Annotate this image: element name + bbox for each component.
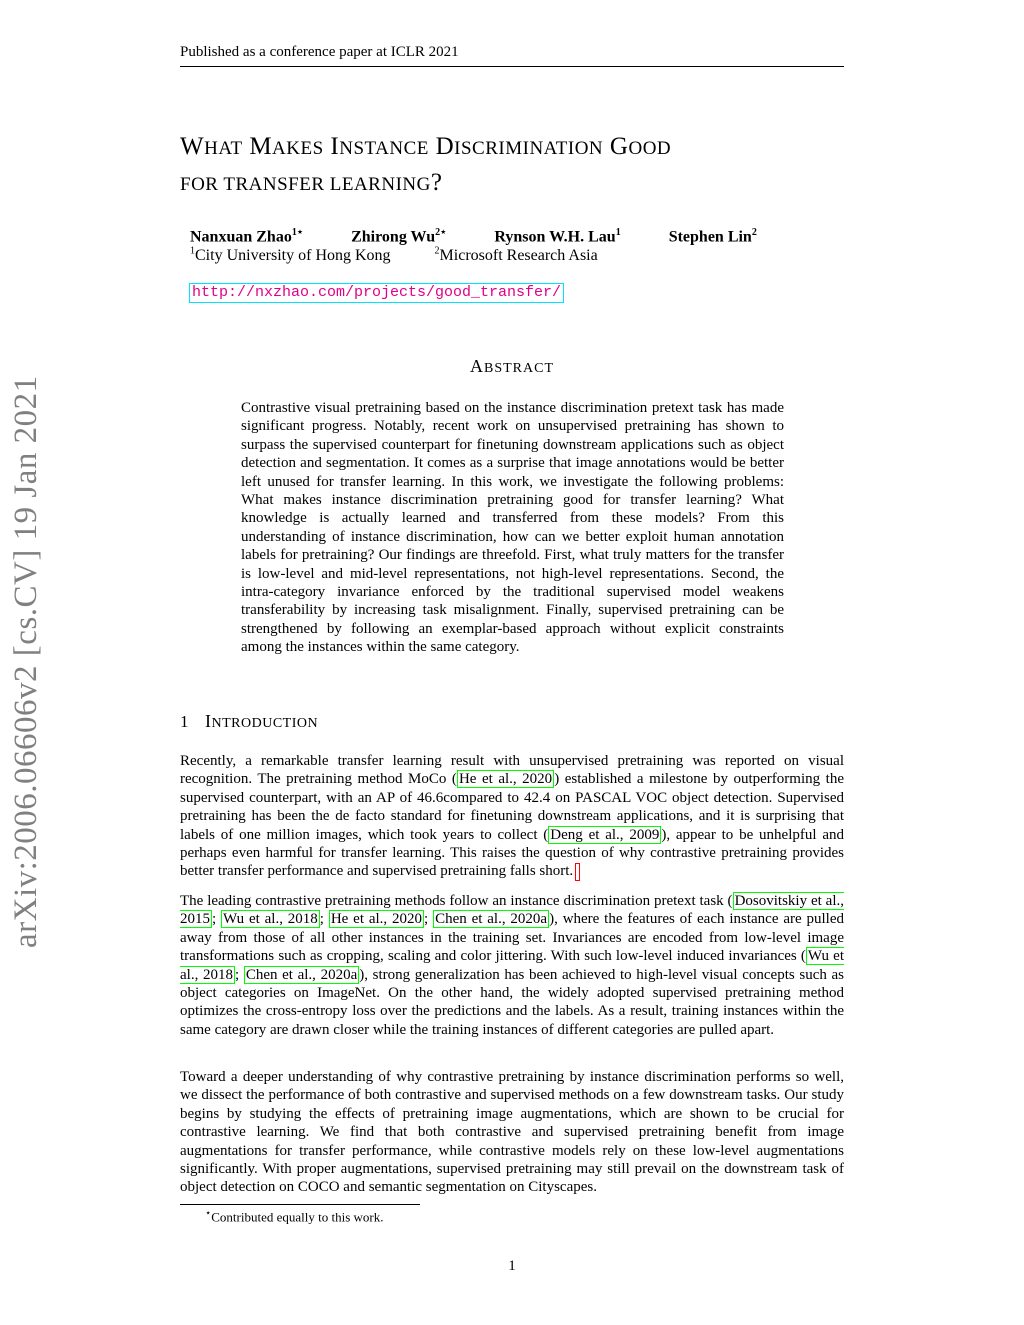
affiliations: [190, 246, 598, 265]
abstract-body: Contrastive visual pretraining based on the instance discrimination pretext task has made significant progress. Notably, recent work on unsupervised pretraining has shown to surpass the supervised counterpart for finetuning downstream applications such as object detection and segmentation. It comes as a surprise that image annotations would be better left unused for transfer learning. In this work, we investigate the following problems: What makes instance discrimination pretraining good for transfer learning? What knowledge is actually learned and transferred from these models? From this understanding of instance discrimination, how can we better exploit human annotation labels for pretraining? Our findings are threefold. First, what truly matters for the transfer is low-level and mid-level representations, not high-level representations. Second, the intra-category invariance enforced by the traditional supervised model weakens transferability by increasing task misalignment. Finally, supervised pretraining can be strengthened by following an exemplar-based approach without explicit constraints among the instances within the same category.: [241, 400, 784, 656]
author-list: [190, 227, 757, 246]
arxiv-stamp: arXiv:2006.06606v2 [cs.CV] 19 Jan 2021: [8, 375, 44, 948]
affiliation: $^1$City University of Hong Kong: [190, 246, 391, 265]
paragraph-1: Recently, a remarkable transfer learning result with unsupervised pretraining was reported on visual recognition. The pretraining method MoCo ( He et al., 2020 ) established a milestone by outperforming the supervised counterpart, with an AP of 46.6compared to 42.4 on PASCAL VOC object detection. Supervised pretraining has been the de facto standard for finetuning downstream applications, and it is surprising that labels of one million images, which took years to collect ( Deng et al., 2009 ), appear to be unhelpful and perhaps even harmful for transfer learning. This raises the question of why contrastive pretraining provides better transfer performance and supervised pretraining falls short.: [180, 753, 844, 880]
citation-link[interactable]: He et al., 2020: [458, 771, 553, 788]
footnote-rule: [180, 1204, 420, 1205]
author: Rynson W.H. Lau$^1$: [494, 227, 621, 246]
project-url-link[interactable]: http://nxzhao.com/projects/good_transfer/: [189, 283, 564, 303]
running-header: Published as a conference paper at ICLR 2021: [180, 44, 459, 60]
abstract-heading: ABSTRACT: [469, 356, 554, 376]
citation-link[interactable]: Chen et al., 2020a: [435, 911, 548, 928]
affiliation: $^2$Microsoft Research Asia: [434, 246, 598, 265]
page-number: 1: [508, 1258, 516, 1274]
author: Stephen Lin$^2$: [668, 227, 757, 246]
citation-link[interactable]: Deng et al., 2009: [550, 826, 660, 843]
citation-link[interactable]: Wu et al., 2018: [223, 911, 318, 928]
title-line-2: FOR TRANSFER LEARNING?: [180, 169, 443, 196]
paragraph-3: Toward a deeper understanding of why contrastive pretraining by instance discrimination performs so well, we dissect the performance of both contrastive and supervised methods on a few downstream tasks. Our study begins by studying the effects of pretraining image augmentations, which are shown to be crucial for contrastive learning. We find that both contrastive and supervised pretraining benefit from image augmentations for transfer performance, while contrastive models rely on these low-level augmentations significantly. With proper augmentations, supervised pretraining may still prevail on the downstream task of object detection on COCO and semantic segmentation on Cityscapes.: [180, 1069, 844, 1196]
paragraph-2: The leading contrastive pretraining methods follow an instance discrimination pretext task ( Dosovitskiy et al., 2015 ; Wu et al., 2018 ; He et al., 2020 ; Chen et al., 2020a ), where the features of each instance are pulled away from those of all other instances in the training set. Invariances are encoded from low-level image transformations such as cropping, scaling and color jittering. With such low-level induced invariances ( Wu et al., 2018 ; Chen et al., 2020a ), strong generalization has been achieved to high-level visual concepts such as object categories on ImageNet. On the other hand, the widely adopted supervised pretraining method optimizes the cross-entropy loss over the predictions and the labels. As a result, training instances within the same category are drawn closer while the training instances of different categories are pulled apart.: [180, 893, 845, 1038]
citation-link[interactable]: Wu et al., 2018: [180, 948, 844, 983]
citation-link[interactable]: He et al., 2020: [330, 911, 423, 928]
header-rule: [180, 66, 844, 67]
author: Zhirong $Wu^{2⋆}$: [351, 227, 447, 246]
paper-title: [180, 130, 671, 202]
author: Nanxuan Zhao$^{1⋆}$: [190, 227, 304, 246]
citation-link[interactable]: Chen et al., 2020a: [245, 966, 358, 983]
citation-link[interactable]: Dosovitskiy et al., 2015: [180, 893, 844, 928]
footnote: ⋆Contributed equally to this work.: [205, 1208, 384, 1225]
section-heading: 1 INTRODUCTION: [180, 711, 319, 731]
footnote-link[interactable]: [575, 863, 580, 881]
title-line-1: WHAT MAKES INSTANCE DISCRIMINATION GOOD: [180, 133, 672, 160]
